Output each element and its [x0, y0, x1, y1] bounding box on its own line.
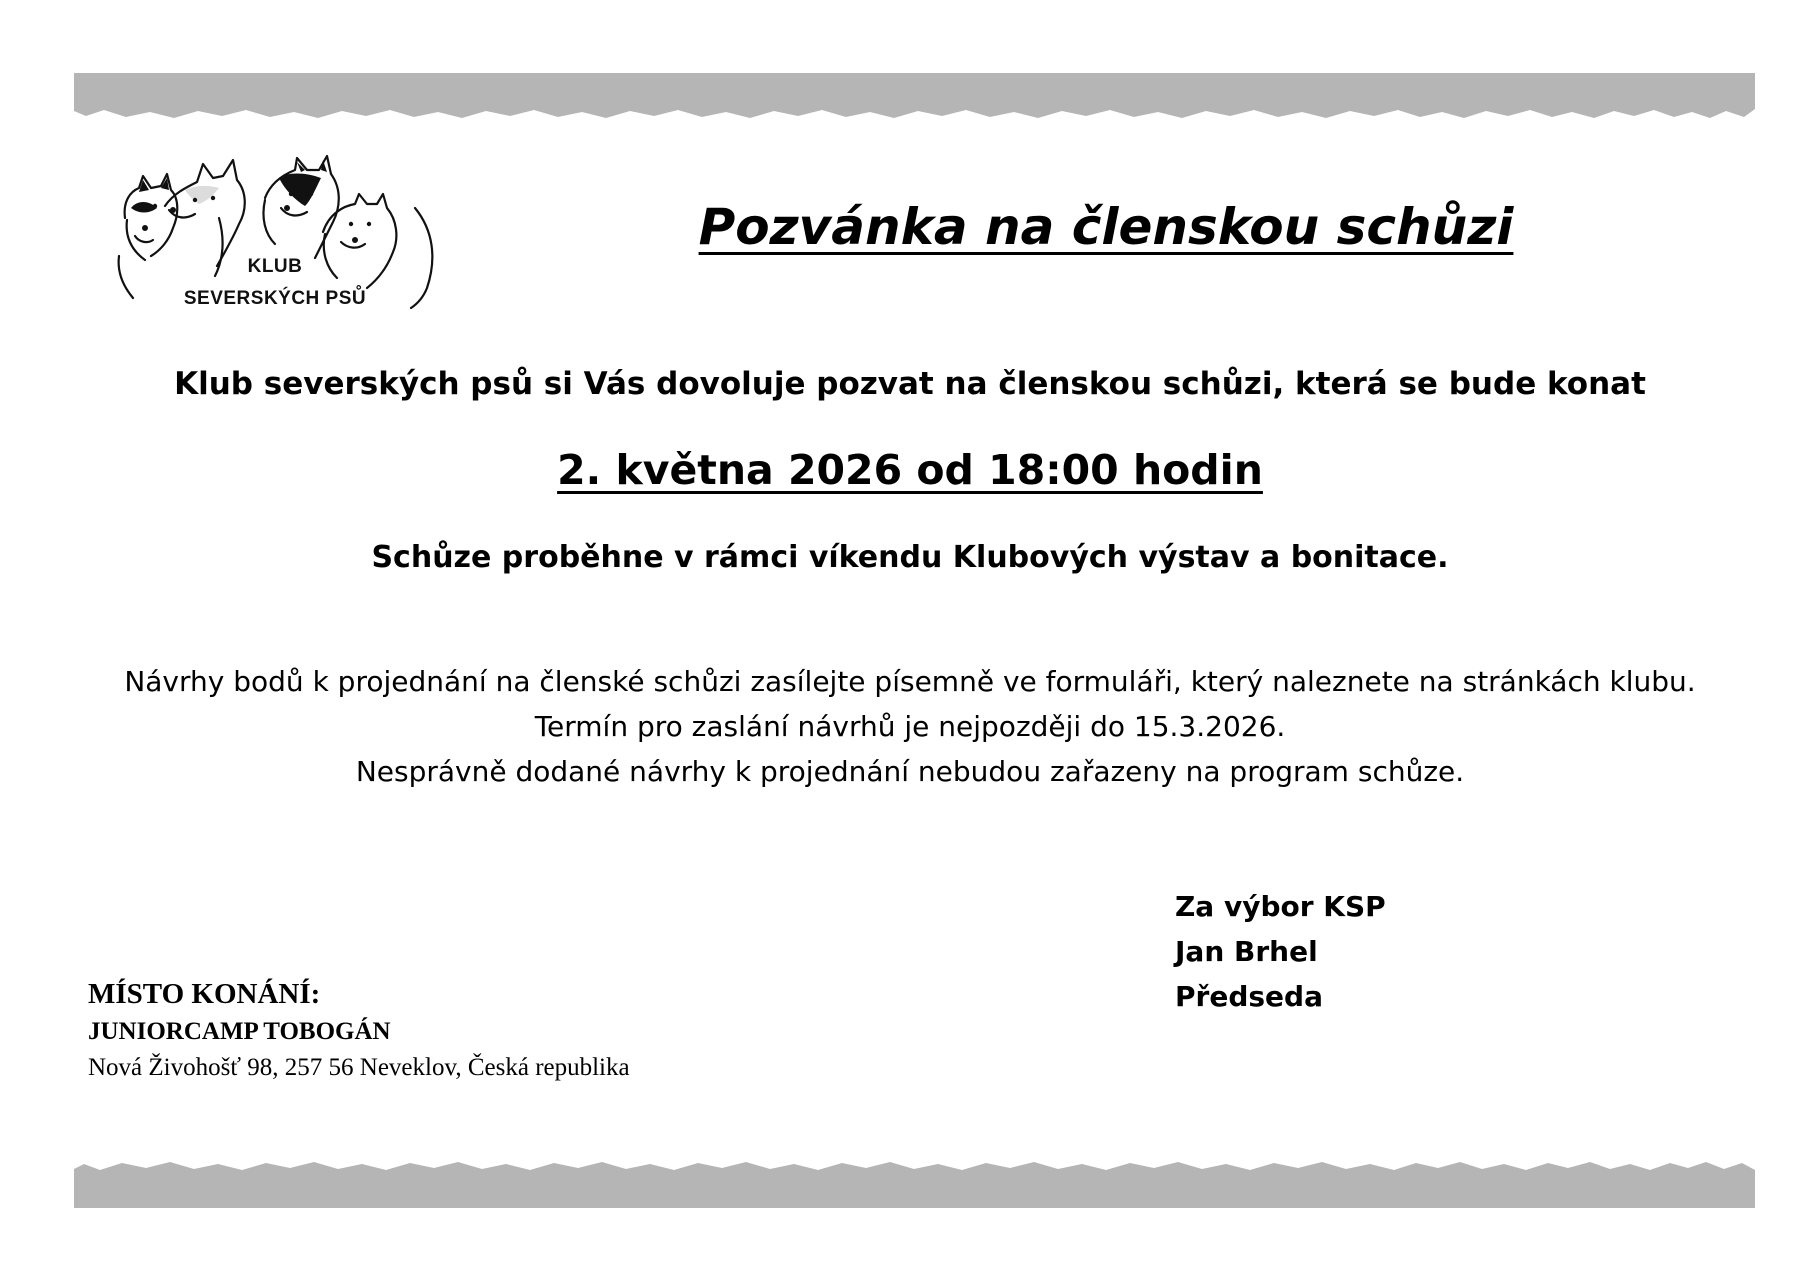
- proposals-section: [100, 659, 1720, 794]
- signature-name: Jan Brhel: [1175, 935, 1318, 968]
- signature-block: [1175, 884, 1386, 1019]
- logo-text-klub: KLUB: [247, 256, 303, 277]
- invitation-intro: Klub severských psů si Vás dovoluje pozvat na členskou schůzi, která se bude konat: [174, 366, 1646, 402]
- venue-block: [88, 974, 630, 1086]
- venue-name: JUNIORCAMP TOBOGÁN: [88, 1018, 391, 1045]
- signature-committee: Za výbor KSP: [1175, 890, 1386, 923]
- proposals-deadline: Termín pro zaslání návrhů je nejpozději do 15.3.2026.: [534, 710, 1286, 743]
- logo-text-severskych-psu: SEVERSKÝCH PSŮ: [183, 288, 367, 309]
- invitation-title: Pozvánka na členskou schůzi: [698, 198, 1514, 256]
- top-decorative-band: [74, 73, 1755, 121]
- signature-role: Předseda: [1175, 980, 1323, 1013]
- proposals-warning: Nesprávně dodané návrhy k projednání nebudou zařazeny na program schůze.: [355, 755, 1465, 788]
- weekend-note: Schůze proběhne v rámci víkendu Klubových výstav a bonitace.: [371, 540, 1449, 575]
- bottom-decorative-band: [74, 1160, 1755, 1208]
- venue-address: Nová Živohošť 98, 257 56 Neveklov, Česká republika: [88, 1054, 630, 1081]
- club-logo: [115, 148, 445, 316]
- venue-heading: MÍSTO KONÁNÍ:: [88, 978, 321, 1010]
- meeting-date: 2. května 2026 od 18:00 hodin: [557, 446, 1263, 494]
- proposals-instructions: Návrhy bodů k projednání na členské schůzi zasílejte písemně ve formuláři, který naleznete na stránkách klubu.: [124, 665, 1696, 698]
